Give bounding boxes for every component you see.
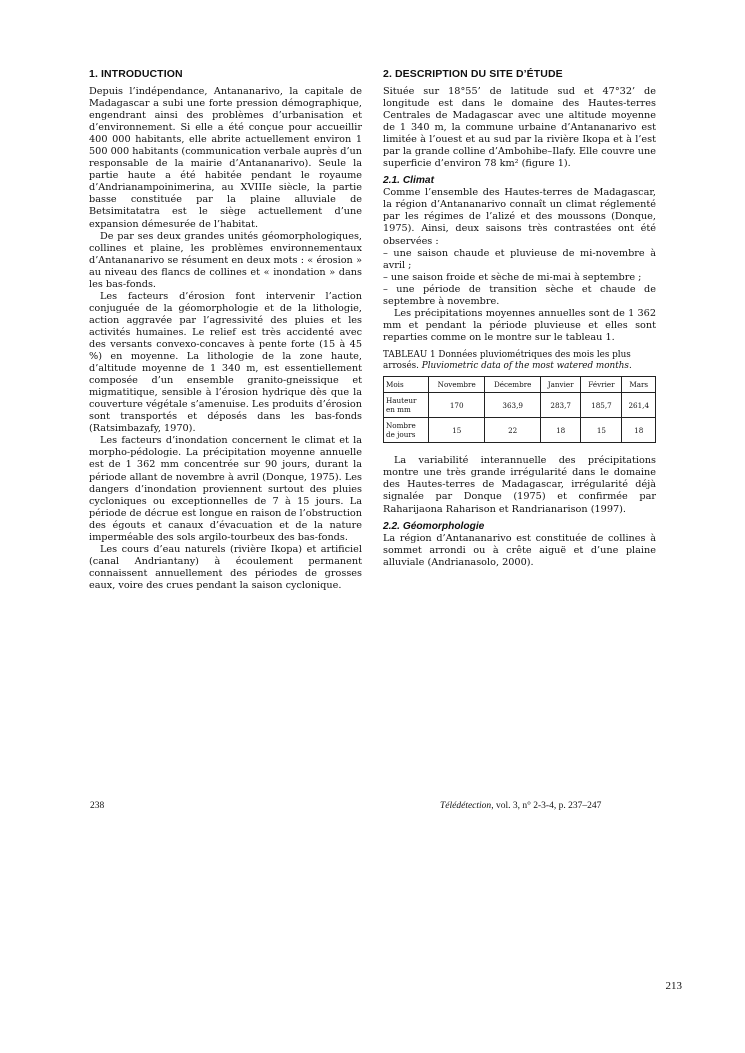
table-header-row: [384, 377, 656, 393]
journal-volume: , vol. 3, n° 2-3-4, p. 237–247: [491, 801, 602, 811]
table-caption: [383, 350, 656, 372]
table-header-cell: Février: [581, 377, 622, 393]
section-heading-introduction: 1. INTRODUCTION: [89, 68, 183, 80]
table-caption-fr: TABLEAU 1 Données pluviométriques des mois les plus arrosés.: [383, 349, 631, 372]
scan-page-number: 213: [665, 980, 682, 992]
table-cell: 261,4: [622, 393, 656, 418]
table-cell: 185,7: [581, 393, 622, 418]
paragraph: Les facteurs d’inondation concernent le climat et la morpho-pédologie. La précipitation moyenne annuelle est de 1 362 mm concentrée sur 90 jours, durant la période allant de novembre à avril (Donque, 1975). Les dangers d’inondation proviennent surtout des pluies cycloniques ou exceptionnelles de 7 à 15 jours. La période de décrue est longue en raison de l’obstruction des égouts et canaux d’évacuation et de la nature imperméable des sols argilo-tourbeux des bas-fonds.: [89, 435, 362, 543]
paragraph: De par ses deux grandes unités géomorphologiques, collines et plaine, les problèmes environnementaux d’Antananarivo se résument en deux mots : « érosion » au niveau des flancs de collines et « inondation » dans les bas-fonds.: [89, 230, 362, 290]
table-cell: 170: [429, 393, 485, 418]
table-row: [384, 393, 656, 418]
subsection-heading-climat: 2.1. Climat: [383, 175, 434, 187]
table-cell: 22: [485, 418, 541, 443]
table-header-cell: Janvier: [540, 377, 580, 393]
right-column: [383, 68, 656, 569]
table-cell: 15: [429, 418, 485, 443]
table-row-label: Hauteur en mm: [384, 393, 429, 418]
table-row-label: Nombre de jours: [384, 418, 429, 443]
paragraph: Depuis l’indépendance, Antananarivo, la capitale de Madagascar a subi une forte pression démographique, engendrant ainsi des problèmes d’urbanisation et d’environnement. Si elle a été conçue pour accueillir 400 000 habitants, elle abrite actuellement environ 1 500 000 habitants (communication verbale auprès d’un responsable de la mairie d’Antananarivo). Seule la partie haute a été habitée pendant le royaume d’Andrianampoinimerina, au XVIIIe siècle, la partie basse constituée par la plaine alluviale de Betsimitatatra est le siège actuellement d’une expansion démesurée de l’habitat.: [89, 86, 362, 230]
season-item: – une saison froide et sèche de mi-mai à septembre ;: [383, 271, 642, 283]
left-column: [89, 68, 362, 592]
paragraph: Située sur 18°55’ de latitude sud et 47°32’ de longitude est dans le domaine des Hautes-terres Centrales de Madagascar avec une altitude moyenne de 1 340 m, la commune urbaine d’Antananarivo est limitée à l’ouest et au sud par la rivière Ikopa et à l’est par la grande colline d’Ambohibe–Ilafy. Elle couvre une superficie d’environ 78 km² (figure 1).: [383, 86, 656, 170]
paragraph: Les cours d’eau naturels (rivière Ikopa) et artificiel (canal Andriantany) à écoulement permanent connaissent annuellement des périodes de grosses eaux, voire des crues pendant la saison cyclonique.: [89, 543, 362, 591]
paragraph: Les précipitations moyennes annuelles sont de 1 362 mm et pendant la période pluvieuse et elles sont reparties comme on le montre sur le tableau 1.: [383, 307, 656, 343]
paragraph: Comme l’ensemble des Hautes-terres de Madagascar, la région d’Antananarivo connaît un climat réglementé par les régimes de l’alizé et des moussons (Donque, 1975). Ainsi, deux saisons très contrastées ont été observées :: [383, 187, 656, 247]
footer-citation: [440, 801, 660, 811]
table-header-cell: Décembre: [485, 377, 541, 393]
subsection-heading-geomorphologie: 2.2. Géomorphologie: [383, 520, 485, 532]
paragraph: La région d’Antananarivo est constituée de collines à sommet arrondi ou à crête aiguë et d’une plaine alluviale (Andrianasolo, 2000).: [383, 532, 656, 568]
table-header-cell: Novembre: [429, 377, 485, 393]
paragraph: La variabilité interannuelle des précipitations montre une très grande irrégularité dans le domaine des Hautes-terres de Madagascar, irrégularité déjà signalée par Donque (1975) et confirmée par Raharijaona Raharison et Randrianarison (1997).: [383, 455, 656, 515]
table-header-cell: Mars: [622, 377, 656, 393]
footer-page-number: 238: [90, 801, 105, 811]
table-cell: 363,9: [485, 393, 541, 418]
table-cell: 283,7: [540, 393, 580, 418]
table-cell: 18: [622, 418, 656, 443]
journal-name: Télédétection: [440, 801, 492, 811]
table-row: [384, 418, 656, 443]
table-caption-en: Pluviometric data of the most watered months.: [421, 361, 632, 372]
table-header-cell: Mois: [384, 377, 429, 393]
rainfall-table: [383, 376, 656, 443]
section-heading-site-description: 2. DESCRIPTION DU SITE D’ÉTUDE: [383, 68, 563, 80]
table-cell: 18: [540, 418, 580, 443]
table-cell: 15: [581, 418, 622, 443]
season-item: – une période de transition sèche et chaude de septembre à novembre.: [383, 283, 656, 307]
paragraph: Les facteurs d’érosion font intervenir l’action conjuguée de la géomorphologie et de la lithologie, action aggravée par l’agressivité des pluies et les activités humaines. Le relief est très accidenté avec des versants convexo-concaves à pente forte (15 à 45 %) en moyenne. La lithologie de la zone haute, d’altitude moyenne de 1 340 m, est essentiellement composée d’un ensemble granito-gneissique et migmatitique, sensible à l’érosion hydrique dès que la couverture végétale s’amenuise. Les produits d’érosion sont transportés et déposés dans les bas-fonds (Ratsimbazafy, 1970).: [89, 290, 362, 435]
season-item: – une saison chaude et pluvieuse de mi-novembre à avril ;: [383, 247, 656, 271]
